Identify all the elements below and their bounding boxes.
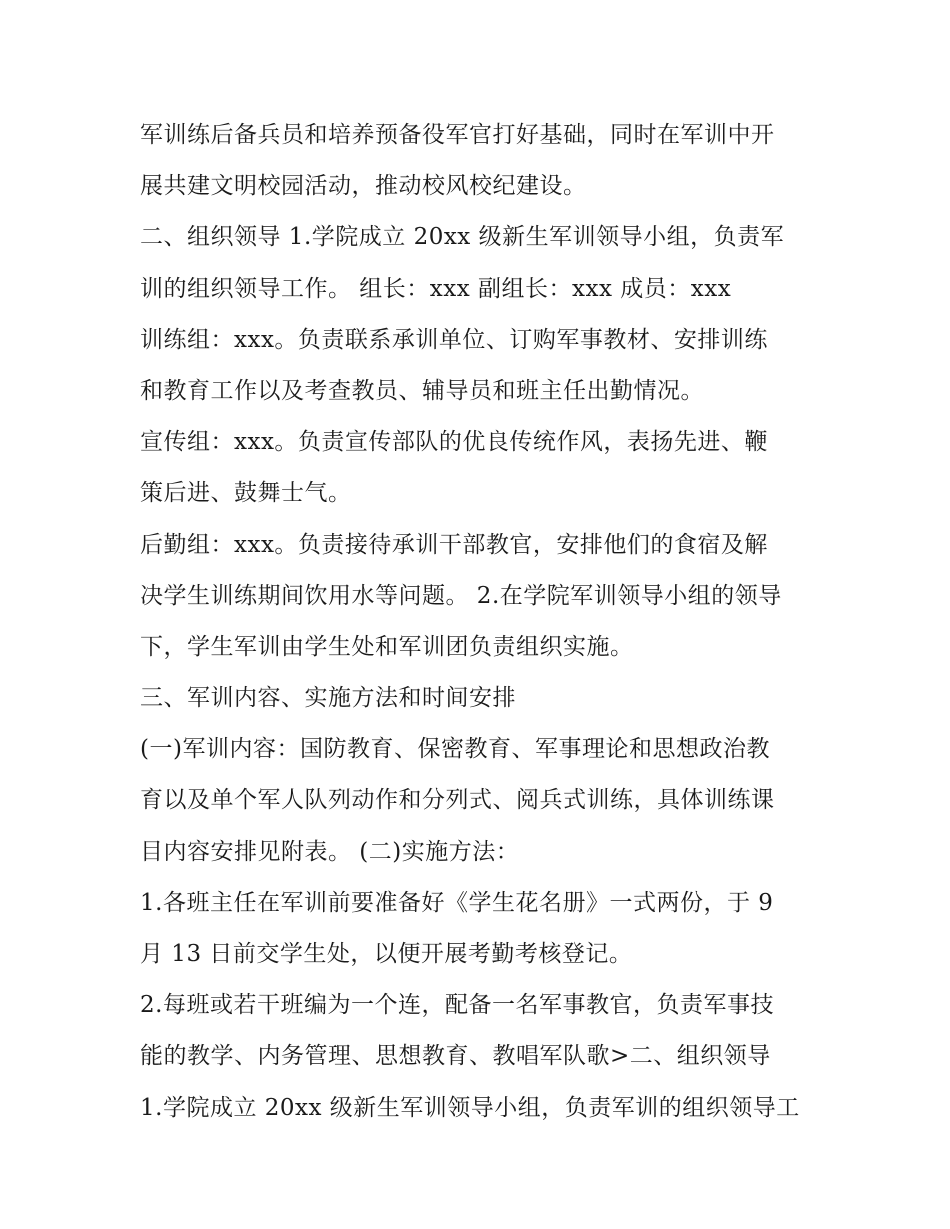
text-line: 和教育工作以及考查教员、辅导员和班主任出勤情况。: [140, 377, 704, 404]
text-line: 展共建文明校园活动，推动校风校纪建设。: [140, 173, 587, 200]
document-body: [140, 110, 830, 1134]
text-line: 月 13 日前交学生处，以便开展考勤考核登记。: [140, 941, 633, 967]
text-line: 2.每班或若干班编为一个连，配备一名军事教官，负责军事技: [140, 992, 774, 1019]
text-line: 决学生训练期间饮用水等问题。 2.在学院军训领导小组的领导: [140, 582, 782, 609]
text-line: 1.各班主任在军训前要准备好《学生花名册》一式两份，于 9: [140, 889, 774, 916]
text-line: 训的组织领导工作。 组长：xxx 副组长：xxx 成员：xxx: [140, 275, 732, 302]
text-line: (一)军训内容：国防教育、保密教育、军事理论和思想政治教: [140, 736, 770, 763]
text-line: 策后进、鼓舞士气。: [140, 480, 352, 507]
text-line: 目内容安排见附表。 (二)实施方法：: [140, 838, 520, 865]
text-line: 后勤组：xxx。负责接待承训干部教官，安排他们的食宿及解: [140, 531, 768, 558]
text-line: 育以及单个军人队列动作和分列式、阅兵式训练，具体训练课: [140, 787, 775, 814]
text-line: 二、组织领导 1.学院成立 20xx 级新生军训领导小组，负责军: [140, 224, 785, 251]
text-line: 1.学院成立 20xx 级新生军训领导小组，负责军训的组织领导工: [140, 1094, 800, 1121]
text-line: 宣传组：xxx。负责宣传部队的优良传统作风，表扬先进、鞭: [140, 429, 768, 456]
text-line: 下，学生军训由学生处和军训团负责组织实施。: [140, 633, 634, 660]
text-line: 军训练后备兵员和培养预备役军官打好基础，同时在军训中开: [140, 122, 775, 148]
text-line: 三、军训内容、实施方法和时间安排: [140, 685, 516, 712]
text-line: 能的教学、内务管理、思想教育、教唱军队歌>二、组织领导: [140, 1043, 771, 1070]
text-line: 训练组：xxx。负责联系承训单位、订购军事教材、安排训练: [140, 326, 768, 353]
